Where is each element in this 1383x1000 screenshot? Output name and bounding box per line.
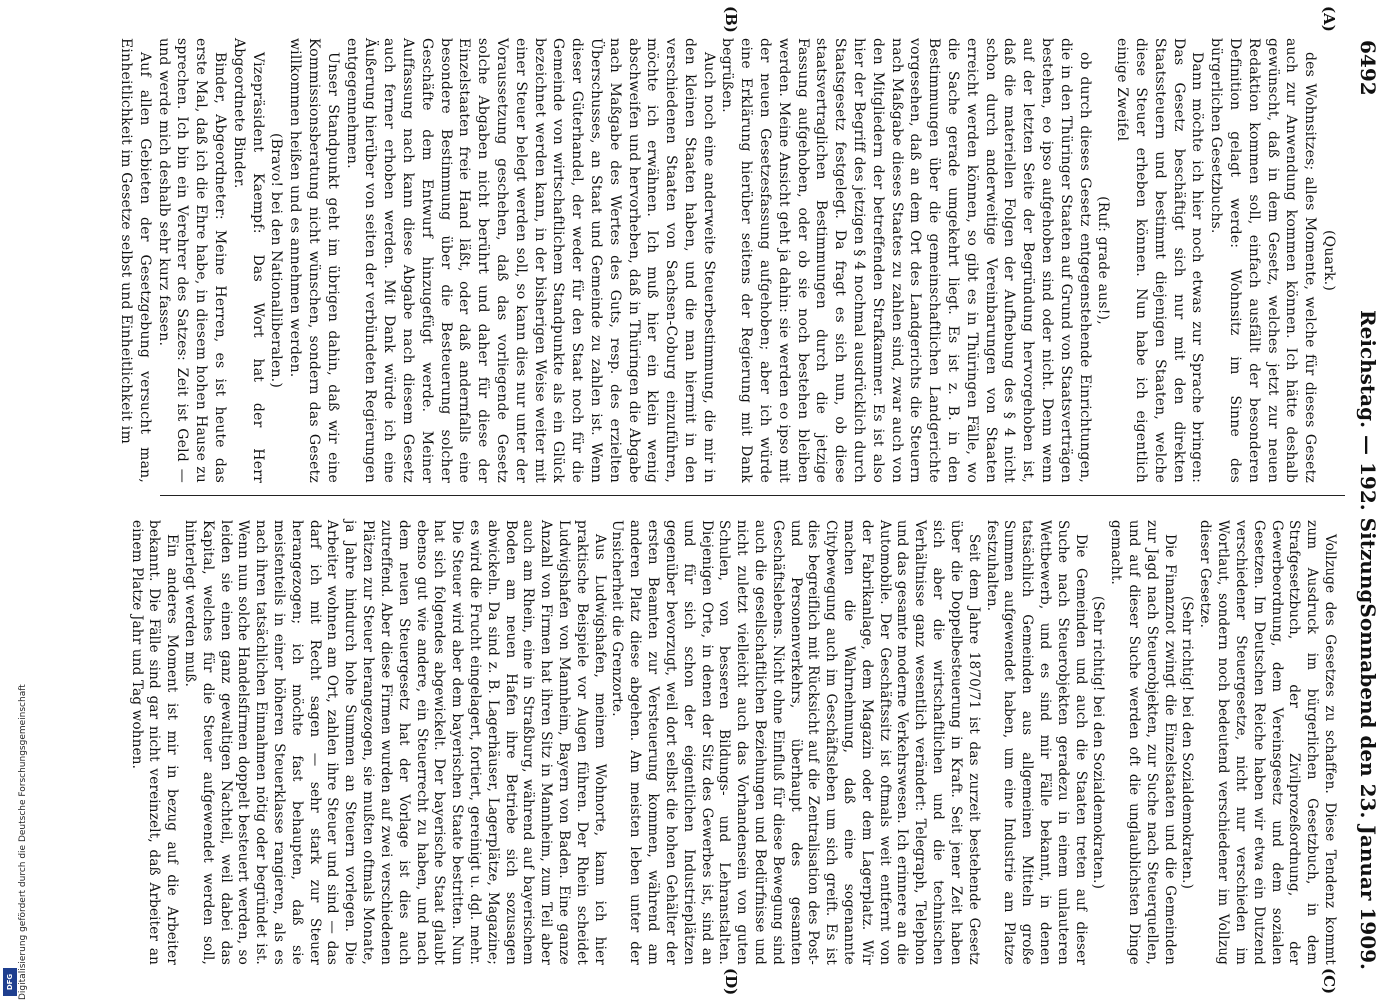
paragraph: Die Gemeinden und auch die Staaten treten auf dieser Suche nach Steuerobjekten geradezu in einem unlauteren Wettbewerb, und es sind mir Fälle bekannt, in denen tatsächlich Gemeinden aus allgemeinen Mitteln große Summen aufgewendet haben, um eine Industrie am Platze festzuhalten. <box>983 520 1089 965</box>
paragraph: Vizepräsident Kaempf: Das Wort hat der Herr Abgeordnete Binder. <box>230 38 266 483</box>
paragraph: (Sehr richtig! bei den Sozialdemokraten.) <box>1179 595 1196 890</box>
right-column <box>127 520 1338 965</box>
paragraph: (Ruf: grade aus!), <box>1095 196 1112 325</box>
dfg-logo <box>3 968 17 996</box>
paragraph: Dann möchte ich hier noch etwas zur Sprache bringen: Das Gesetz beschäftigt sich nur mit den direkten Staatssteuern und bestimmt diejenigen Staaten, welche diese Steuer erheben können. Nun habe ich eigentlich einige Zweifel <box>1114 38 1206 483</box>
paragraph: Auch noch eine anderweite Steuerbestimmung, die mir in den kleinen Staaten haben, und die man hiermit in den verschiedenen Staaten von Sachsen-Coburg einzuführen, möchte ich erwähnen. Ich muß hier ein klein wenig abschweifen und hervorheben, daß in Thüringen die Abgabe nach Maßgabe des Wertes des Guts, resp. des erzielten Überschusses, an Staat und Gemeinde zu zahlen ist. Wenn dieser Güterhandel, der weder für den Staat noch für die Gemeinde von wirtschaftlichem Standpunkte als ein Glück bezeichnet werden kann, in der bisherigen Weise weiter mit einer Steuer belegt werden soll, so kann dies nur unter der Voraussetzung geschehen, daß das vorliegende Gesetz solche Abgaben nicht berührt und daher für diese der Einzelstaaten freie Hand läßt, oder daß andernfalls eine besondere Bestimmung über die Besteuerung solcher Geschäfte dem Entwurf hinzugefügt werde. Meiner Auffassung nach kann diese Abgabe nach diesem Gesetz auch ferner erhoben werden. Mit Dank würde ich eine Äußerung hierüber von seiten der verbündeten Regierungen entgegennehmen. <box>343 38 717 483</box>
digitization-sidebar <box>0 0 28 1000</box>
margin-mark-c: (C) <box>1320 968 1338 995</box>
paragraph: (Bravo! bei den Nationalliberalen.) <box>268 133 285 388</box>
page-header <box>1350 40 1380 970</box>
paragraph: Die Finanznot zwingt die Einzelstaaten und die Gemeinden zur Jagd nach Steuerobjekten, zur Suche nach Steuerquellen, und auf dieser Suche werden oft die unglaublichsten Dinge gemacht. <box>1108 520 1178 965</box>
paragraph: ob durch dieses Gesetz entgegenstehende Einrichtungen, die in den Thüringer Staaten auf Grund von Staatsverträgen bestehen, eo ipso aufgehoben sind oder nicht. Denn wenn auf der letzten Seite der Begründung hervorgehoben ist, daß die materiellen Folgen der Aufhebung des § 4 nicht schon durch anderweitige Vereinbarungen von Staaten erreicht werden können, so gibt es in Thüringen Fälle, wo die Sache gerade umgekehrt liegt. Es ist z. B. in den Bestimmungen über die gemeinschaftlichen Landgerichte vorgesehen, daß an dem Ort des Landgerichts die Steuern nach Maßgabe dieses Staates zu zahlen sind, zwar auch von den Mitgliedern der betreffenden Strafkammer. Es ist also hier der Begriff des jetzigen § 4 nochmal ausdrücklich durch Staatsgesetz festgelegt. Da fragt es sich nun, ob diese staatsvertraglichen Bestimmungen durch die jetzige Fassung aufgehoben, oder ob sie noch bestehen bleiben werden. Meine Ansicht geht ja dahin: sie werden eo ipso mit der neuen Gesetzesfassung aufgehoben; aber ich würde eine Erklärung hierüber seitens der Regierung mit Dank begrüßen. <box>719 38 1093 483</box>
margin-mark-d: (D) <box>722 968 740 996</box>
paragraph: des Wohnsitzes; alles Momente, welche für dieses Gesetz auch zur Anwendung kommen können. Ich hätte deshalb gewünscht, daß in dem Gesetz, welches jetzt zur neuen Redaktion kommen soll, einfach ausfällt der besonderen Definition gelagt werde: Wohnsitz im Sinne des bürgerlichen Gesetzbuchs. <box>1208 38 1319 483</box>
dfg-logo-text: DFG <box>6 973 14 991</box>
paragraph: Unser Standpunkt geht im übrigen dahin, daß wir eine Kommissionsberatung nicht wünschen, sondern das Gesetz willkommen heißen und es annehmen werden. <box>287 38 341 483</box>
paragraph: (Sehr richtig! bei den Sozialdemokraten.) <box>1090 595 1107 890</box>
margin-mark-a: (A) <box>1320 6 1338 32</box>
paragraph: Aus Ludwigshafen, meinem Wohnorte, kann ich hier praktische Beispiele vor Augen führen. Der Rhein scheidet Ludwigshafen von Mannheim, Bayern von Baden. Eine ganze Anzahl von Firmen hat ihren Sitz in Mannheim, zum Teil aber auch am Rhein, eine in Straßburg, während auf bayerischem Boden am neuen Hafen ihre Betriebe sich sozusagen abwickeln. Da sind z. B. Lagerhäuser, Lagerplätze, Magazine; es wird die Frucht eingelagert, fortiert, gereinigt u. dgl. mehr. Die Steuer wird aber dem bayerischen Staate bestritten. Nun hat sich folgendes abgewickelt. Der bayerische Staat glaubt ebenso gut wie andere, ein Steuerrecht zu haben, und nach dem neuen Steuergesetz hat der Vorlage ist dies auch zutreffend. Aber diese Firmen wurden auf zwei verschiedenen Plätzen zur Steuer herangezogen, sie mußten oftmals Monate, ja Jahre hindurch hohe Summen an Steuern vorlegen. Die Arbeiter wohnen am Ort, zahlen ihre Steuer und sind — das darf ich mit Recht sagen — sehr stark zur Steuer herangezogen; ich möchte fast behaupten, daß sie meistenteils in einer höheren Steuerklasse rangieren, als es nach ihren tatsächlichen Einnahmen nötig oder begründet ist. Wenn nun solche Handelsfirmen doppelt besteuert werden, so leiden sie einen ganz gewaltigen Nachteil, weil dabei das Kapital, welches für die Steuer aufgewendet werden soll, hinterlegt werden muß. <box>182 520 608 965</box>
rotated-page-content <box>90 0 1383 1000</box>
paragraph: (Quark.) <box>1321 230 1337 291</box>
paragraph: Binder, Abgeordneter: Meine Herren, es ist heute das erste Mal, daß ich die Ehre habe, in diesem hohen Hause zu sprechen. Ich bin ein Verehrer des Satzes: Zeit ist Geld — und werde mich deshalb sehr kurz fassen. <box>155 38 228 483</box>
digitization-credit: Digitalisierung gefördert durch die Deutsche Forschungsgemeinschaft <box>18 684 28 1000</box>
session-date: Sonnabend den 23. Januar 1909. <box>1356 603 1380 970</box>
paragraph: Auf allen Gebieten der Gesetzgebung versucht man, Einheitlichkeit im Gesetze selbst und Einheitlichkeit im <box>118 38 153 483</box>
paragraph: Ein anderes Moment ist mir in bezug auf die Arbeiter bekannt. Die Fälle sind gar nicht vereinzelt, daß Arbeiter an einem Platze Jahr und Tag wohnen. <box>128 520 181 965</box>
paragraph: Vollzuge des Gesetzes zu schaffen. Diese Tendenz kommt zum Ausdruck im bürgerlichen Gesetzbuch, in dem Strafgesetzbuch, der Zivilprozeßordnung, der Gewerbeordnung, dem Vereinsgesetz und dem sozialen Gesetzen. Im Deutschen Reiche haben wir etwa ein Dutzend verschiedener Steuergesetze, nicht nur verschieden im Wortlaut, sondern noch bedeutend verschiedener im Vollzug dieser Gesetze. <box>1197 520 1338 965</box>
left-column <box>116 38 1338 483</box>
page-title: Reichstag. — 192. Sitzung. <box>1356 310 1380 611</box>
paragraph: Seit dem Jahre 1870/71 ist das zurzeit bestehende Gesetz über die Doppelbesteuerung in Kraft. Seit jener Zeit haben sich aber die wirtschaftlichen und die technischen Verhältnisse ganz wesentlich verändert: Telegraph, Telephon und das gesamte moderne Verkehrswesen. Ich erinnere an die Automobile. Der Geschäftssitz ist oftmals weit entfernt von der Fabrikanlage, dem Magazin oder dem Lagerplatz. Wir machen die Wahrnehmung, daß eine sogenannte Citybewegung auch im Geschäftsleben um sich greift. Es ist dies begreiflich mit Rücksicht auf die Zentralisation des Post- und Personenverkehrs, überhaupt des gesamten Geschäftslebens. Nicht ohne Einfluß für diese Bewegung sind auch die gesellschaftlichen Beziehungen und Bedürfnisse und nicht zuletzt vielleicht auch das Vorhandensein von guten Schulen, von besseren Bildungs- und Lehranstalten. Diejenigen Orte, in denen der Sitz des Gewerbes ist, sind an und für sich schon der eigentlichen Industrieplätzen gegenüber bevorzugt, weil dort selbst die hohen Gehälter der ersten Beamten zur Versteuerung kommen, während am anderen Platz diese abgehen. Am meisten leben unter der Unsicherheit die Grenzorte. <box>609 520 982 965</box>
scanned-page <box>60 0 1383 1000</box>
page-number: 6492 <box>1356 40 1380 96</box>
margin-mark-b: (B) <box>722 6 740 33</box>
column-divider <box>160 495 1345 496</box>
